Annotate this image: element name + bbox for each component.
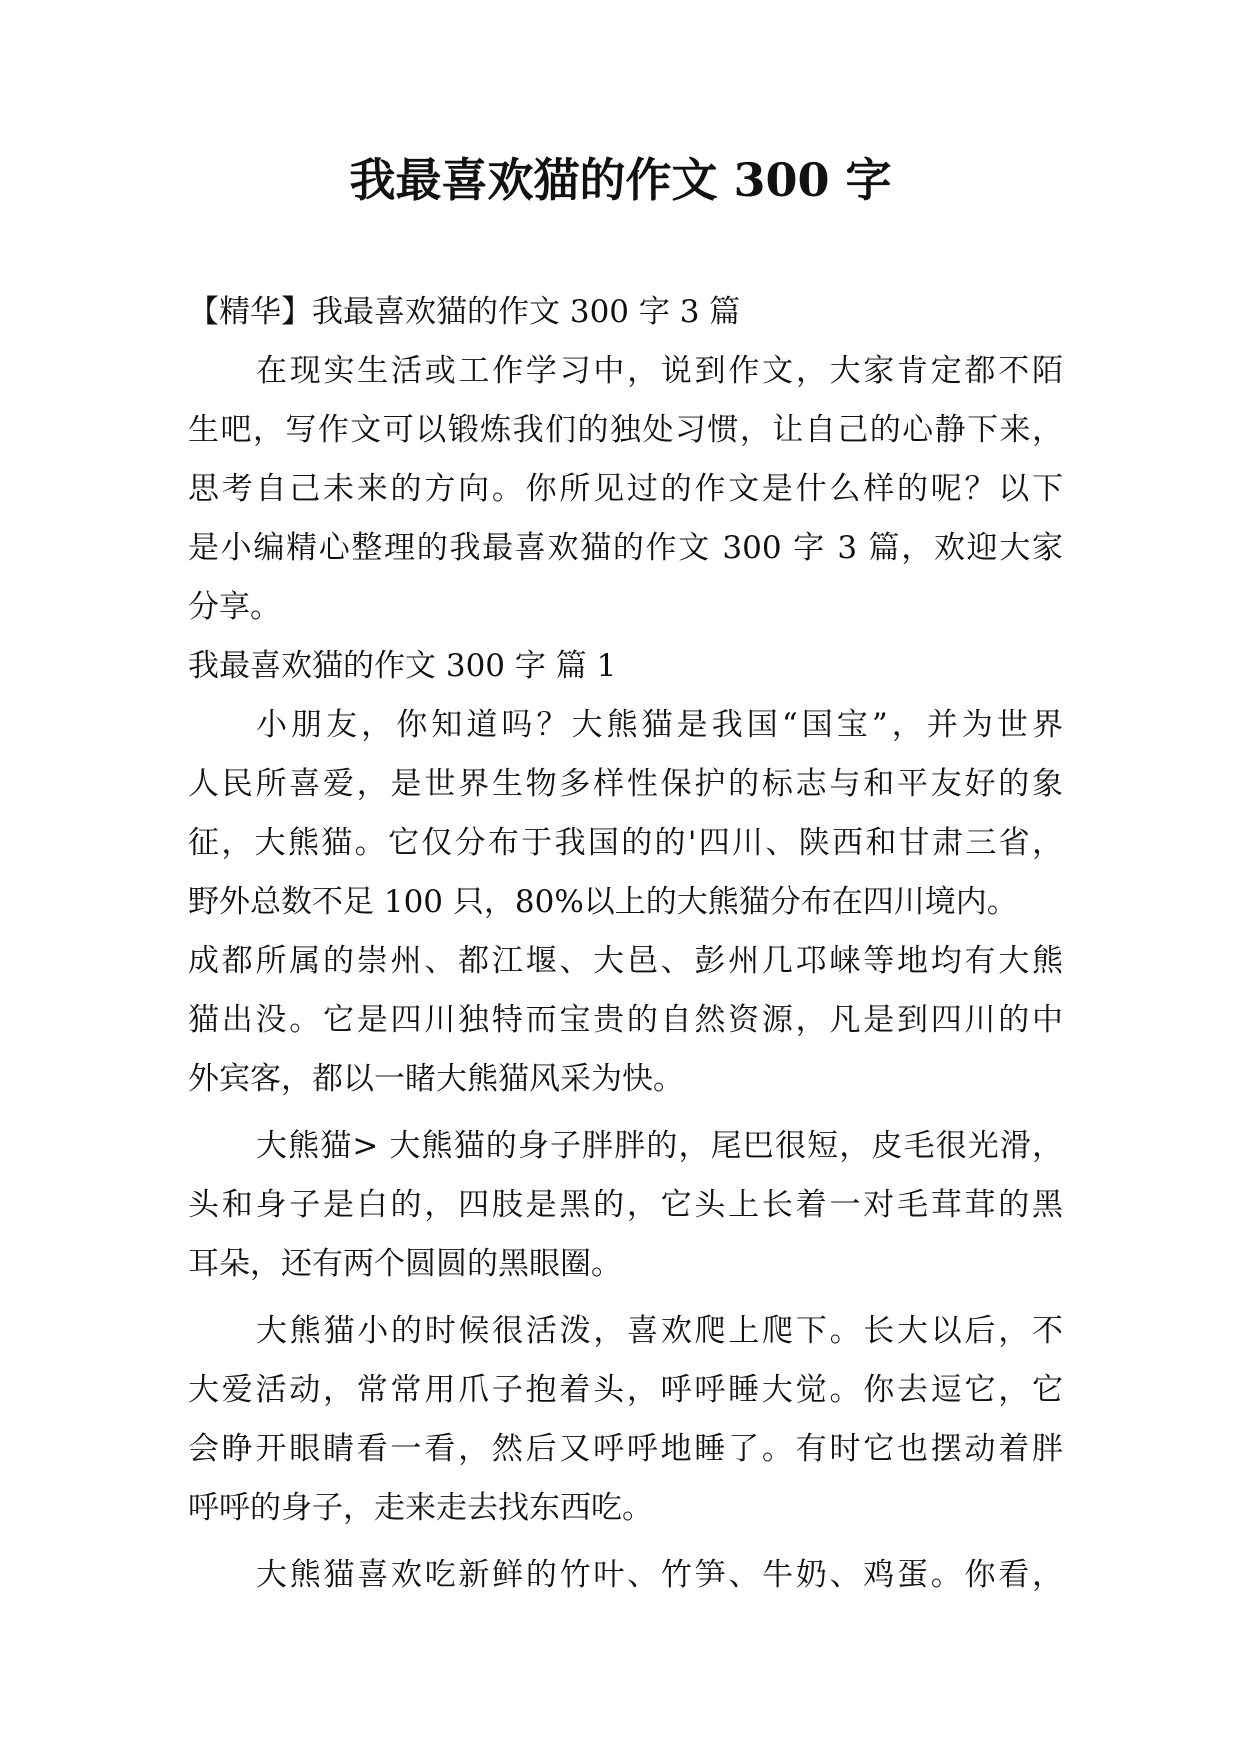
- intro-line: 是小编精心整理的我最喜欢猫的作文 300 字 3 篇，欢迎大家: [188, 530, 1063, 566]
- intro-line: 生吧，写作文可以锻炼我们的独处习惯，让自己的心静下来，: [188, 412, 1063, 448]
- paragraph-line: 成都所属的崇州、都江堰、大邑、彭州几邛崃等地均有大熊: [188, 943, 1063, 979]
- paragraph-line: 头和身子是白的，四肢是黑的，它头上长着一对毛茸茸的黑: [188, 1187, 1063, 1223]
- paragraph-gap: [188, 1109, 1063, 1117]
- paragraph-line: 猫出没。它是四川独特而宝贵的自然资源，凡是到四川的中: [188, 1002, 1063, 1038]
- paragraph-line: 大熊猫> 大熊猫的身子胖胖的，尾巴很短，皮毛很光滑，: [256, 1128, 1063, 1164]
- paragraph-2: [188, 1117, 1063, 1294]
- paragraph-4: [188, 1546, 1063, 1605]
- paragraph-3: [188, 1302, 1063, 1538]
- intro-paragraph: [188, 342, 1063, 637]
- intro-line: 在现实生活或工作学习中，说到作文，大家肯定都不陌: [256, 353, 1063, 389]
- intro-line: 思考自己未来的方向。你所见过的作文是什么样的呢？以下: [188, 471, 1063, 507]
- paragraph-gap: [188, 1294, 1063, 1302]
- paragraph-1: [188, 696, 1063, 1109]
- paragraph-gap: [188, 1538, 1063, 1546]
- document-title: 我最喜欢猫的作文 300 字: [349, 153, 892, 207]
- subtitle: 【精华】我最喜欢猫的作文 300 字 3 篇: [188, 294, 741, 330]
- document-body: [188, 283, 1063, 1605]
- paragraph-line: 大熊猫小的时候很活泼，喜欢爬上爬下。长大以后，不: [256, 1313, 1063, 1349]
- paragraph-line: 耳朵，还有两个圆圆的黑眼圈。: [188, 1246, 622, 1282]
- paragraph-line: 大爱活动，常常用爪子抱着头，呼呼睡大觉。你去逗它，它: [188, 1372, 1063, 1408]
- paragraph-line: 小朋友，你知道吗？大熊猫是我国“国宝”，并为世界: [256, 707, 1063, 743]
- paragraph-line: 野外总数不足 100 只，80%以上的大熊猫分布在四川境内。: [188, 884, 1018, 920]
- paragraph-line: 会睁开眼睛看一看，然后又呼呼地睡了。有时它也摆动着胖: [188, 1431, 1063, 1467]
- paragraph-line: 征，大熊猫。它仅分布于我国的的'四川、陕西和甘肃三省，: [188, 825, 1063, 861]
- paragraph-line: 外宾客，都以一睹大熊猫风采为快。: [188, 1061, 684, 1097]
- paragraph-line: 大熊猫喜欢吃新鲜的竹叶、竹笋、牛奶、鸡蛋。你看，: [256, 1557, 1063, 1593]
- intro-line: 分享。: [188, 589, 281, 625]
- section-heading: 我最喜欢猫的作文 300 字 篇 1: [188, 648, 617, 684]
- paragraph-line: 呼呼的身子，走来走去找东西吃。: [188, 1490, 653, 1526]
- paragraph-line: 人民所喜爱，是世界生物多样性保护的标志与和平友好的象: [188, 766, 1063, 802]
